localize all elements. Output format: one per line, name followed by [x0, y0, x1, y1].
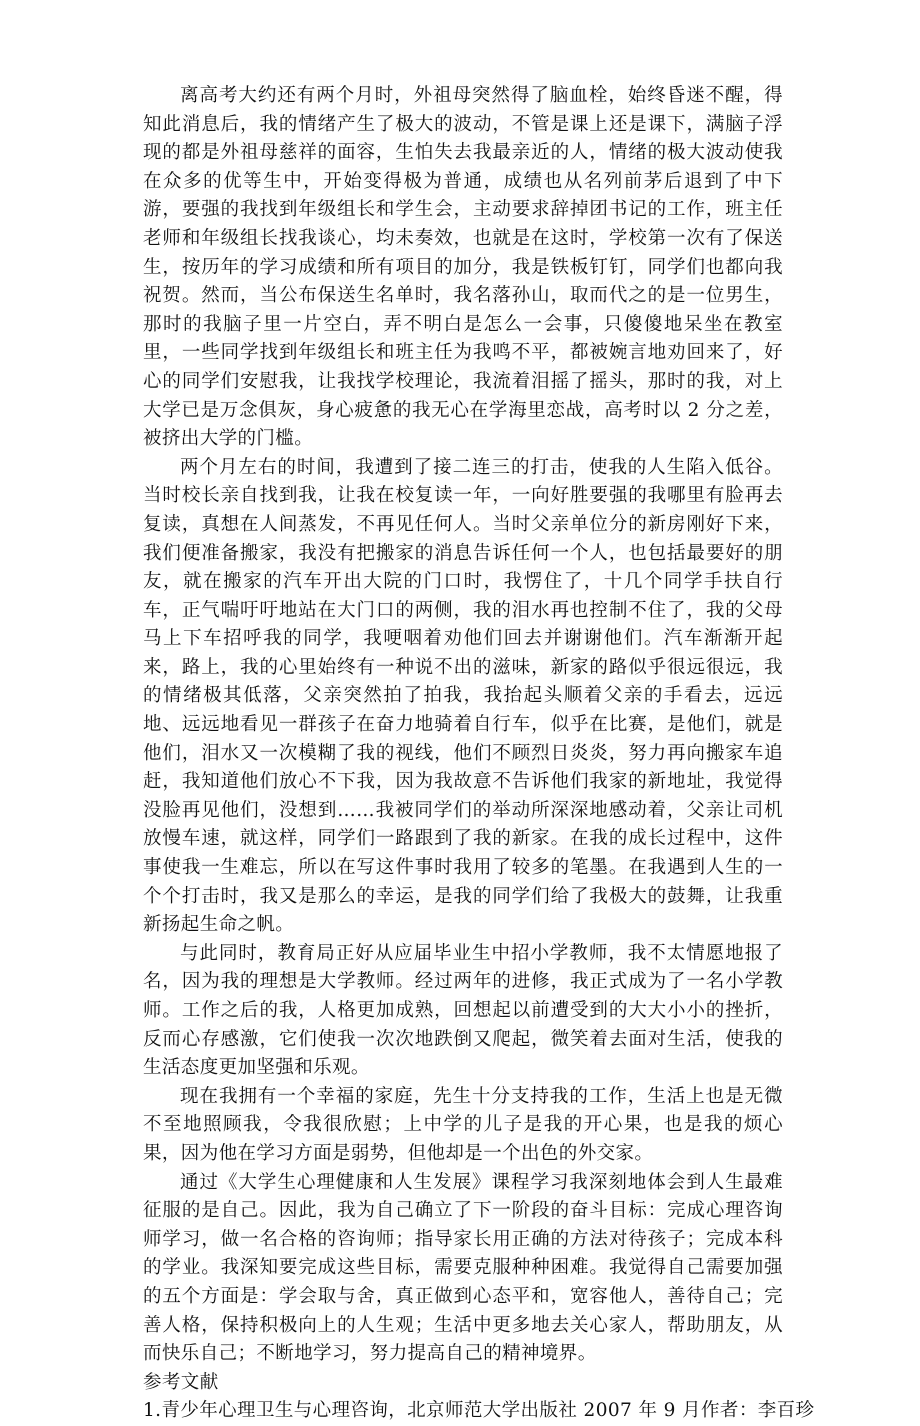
- body-paragraph: 离高考大约还有两个月时，外祖母突然得了脑血栓，始终昏迷不醒，得知此消息后，我的情绪产生了极大的波动，不管是课上还是课下，满脑子浮现的都是外祖母慈祥的面容，生怕失去我最亲近的人，情绪的极大波动使我在众多的优等生中，开始变得极为普通，成绩也从名列前茅后退到了中下游，要强的我找到年级组长和学生会，主动要求辞掉团书记的工作，班主任老师和年级组长找我谈心，均未奏效，也就是在这时，学校第一次有了保送生，按历年的学习成绩和所有项目的加分，我是铁板钉钉，同学们也都向我祝贺。然而，当公布保送生名单时，我名落孙山，取而代之的是一位男生，那时的我脑子里一片空白，弄不明白是怎么一会事，只傻傻地呆坐在教室里，一些同学找到年级组长和班主任为我鸣不平，都被婉言地劝回来了，好心的同学们安慰我，让我找学校理论，我流着泪摇了摇头，那时的我，对上大学已是万念俱灰，身心疲惫的我无心在学海里恋战，高考时以 2 分之差，被挤出大学的门槛。: [143, 85, 783, 450]
- reference-item: 1.青少年心理卫生与心理咨询，北京师范大学出版社 2007 年 9 月作者：李百珍: [143, 1400, 815, 1422]
- body-paragraph: 两个月左右的时间，我遭到了接二连三的打击，使我的人生陷入低谷。当时校长亲自找到我，让我在校复读一年，一向好胜要强的我哪里有脸再去复读，真想在人间蒸发，不再见任何人。当时父亲单位分的新房刚好下来，我们便准备搬家，我没有把搬家的消息告诉任何一个人，也包括最要好的朋友，就在搬家的汽车开出大院的门口时，我愣住了，十几个同学手扶自行车，正气喘吁吁地站在大门口的两侧，我的泪水再也控制不住了，我的父母马上下车招呼我的同学，我哽咽着劝他们回去并谢谢他们。汽车渐渐开起来，路上，我的心里始终有一种说不出的滋味，新家的路似乎很远很远，我的情绪极其低落，父亲突然拍了拍我，我抬起头顺着父亲的手看去，远远地、远远地看见一群孩子在奋力地骑着自行车，似乎在比赛，是他们，就是他们，泪水又一次模糊了我的视线，他们不顾烈日炎炎，努力再向搬家车追赶，我知道他们放心不下我，因为我故意不告诉他们我家的新地址，我觉得没脸再见他们，没想到……我被同学们的举动所深深地感动着，父亲让司机放慢车速，就这样，同学们一路跟到了我的新家。在我的成长过程中，这件事使我一生难忘，所以在写这件事时我用了较多的笔墨。在我遇到人生的一个个打击时，我又是那么的幸运，是我的同学们给了我极大的鼓舞，让我重新扬起生命之帆。: [143, 456, 783, 936]
- references-heading: 参考文献: [143, 1371, 219, 1393]
- body-paragraph: 与此同时，教育局正好从应届毕业生中招小学教师，我不太情愿地报了名，因为我的理想是大学教师。经过两年的进修，我正式成为了一名小学教师。工作之后的我，人格更加成熟，回想起以前遭受到的大大小小的挫折，反而心存感激，它们使我一次次地跌倒又爬起，微笑着去面对生活，使我的生活态度更加坚强和乐观。: [143, 942, 783, 1079]
- body-paragraph: 现在我拥有一个幸福的家庭，先生十分支持我的工作，生活上也是无微不至地照顾我，令我很欣慰；上中学的儿子是我的开心果，也是我的烦心果，因为他在学习方面是弱势，但他却是一个出色的外交家。: [143, 1085, 783, 1164]
- document-page: [143, 82, 815, 1426]
- body-paragraph: 通过《大学生心理健康和人生发展》课程学习我深刻地体会到人生最难征服的是自己。因此，我为自己确立了下一阶段的奋斗目标：完成心理咨询师学习，做一名合格的咨询师；指导家长用正确的方法对待孩子；完成本科的学业。我深知要完成这些目标，需要克服种种困难。我觉得自己需要加强的五个方面是：学会取与舍，真正做到心态平和，宽容他人，善待自己；完善人格，保持积极向上的人生观；生活中更多地去关心家人，帮助朋友，从而快乐自己；不断地学习，努力提高自己的精神境界。: [143, 1171, 783, 1365]
